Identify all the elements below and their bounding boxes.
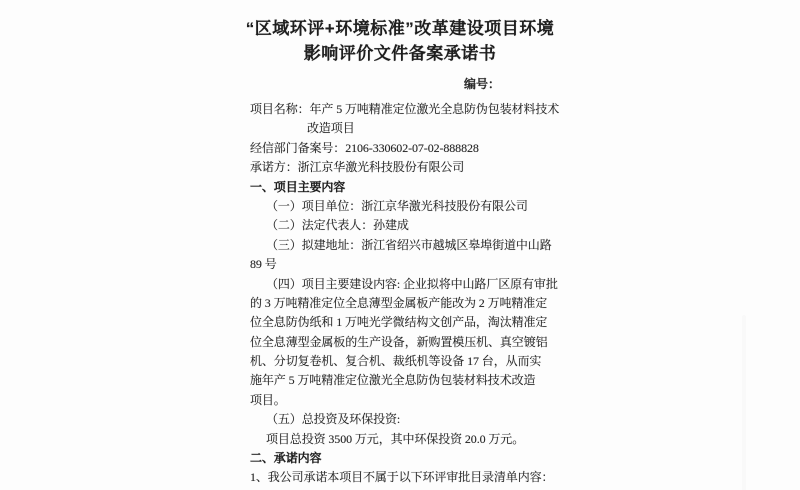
line-item-4-content-cont-6: 项目。: [250, 392, 286, 407]
heading-section-2: 二、承诺内容: [250, 451, 322, 466]
line-item-2-legal-rep: （二）法定代表人：孙建成: [266, 218, 409, 233]
document-body: [250, 100, 590, 488]
line-item-3-address-cont: 89 号: [250, 257, 277, 272]
line-item-5-investment-amt: 项目总投资 3500 万元，其中环保投资 20.0 万元。: [266, 431, 525, 446]
line-item-1-project-unit: （一）项目单位：浙江京华激光科技股份有限公司: [266, 198, 528, 213]
serial-number-label: 编号：: [464, 77, 501, 91]
document-title: [0, 16, 800, 66]
line-item-4-content-cont-5: 施年产 5 万吨精准定位激光全息防伪包装材料技术改造: [250, 373, 536, 388]
line-project-name-cont: 改造项目: [307, 121, 355, 136]
line-project-name: 项目名称：年产 5 万吨精准定位激光全息防伪包装材料技术: [250, 102, 560, 116]
line-committer: 承诺方：浙江京华激光科技股份有限公司: [250, 160, 465, 175]
line-item-4-content-cont-4: 机、分切复卷机、复合机、裁纸机等设备 17 台，从而实: [250, 354, 542, 369]
line-commitment-1: 1、我公司承诺本项目不属于以下环评审批目录清单内容：: [250, 470, 554, 485]
title-line-2: 影响评价文件备案承诺书: [303, 44, 497, 63]
line-item-3-address: （三）拟建地址：浙江省绍兴市越城区皋埠街道中山路: [266, 237, 552, 252]
line-item-4-content: （四）项目主要建设内容: 企业拟将中山路厂区原有审批: [266, 276, 558, 291]
line-item-4-content-cont-1: 的 3 万吨精准定位全息薄型金属板产能改为 2 万吨精准定: [250, 295, 548, 310]
line-filing-number: 经信部门备案号：2106-330602-07-02-888828: [250, 140, 479, 155]
line-item-4-content-cont-3: 位全息薄型金属板的生产设备，新购置模压机、真空镀铝: [250, 334, 548, 349]
heading-section-1: 一、项目主要内容: [250, 179, 346, 194]
line-item-5-investment: （五）总投资及环保投资:: [266, 412, 401, 427]
title-line-1: “区域环评+环境标准”改革建设项目环境: [245, 19, 555, 38]
line-item-4-content-cont-2: 位全息防伪纸和 1 万吨光学微结构文创产品，淘汰精准定: [250, 315, 548, 330]
scan-artifact: [742, 315, 746, 490]
